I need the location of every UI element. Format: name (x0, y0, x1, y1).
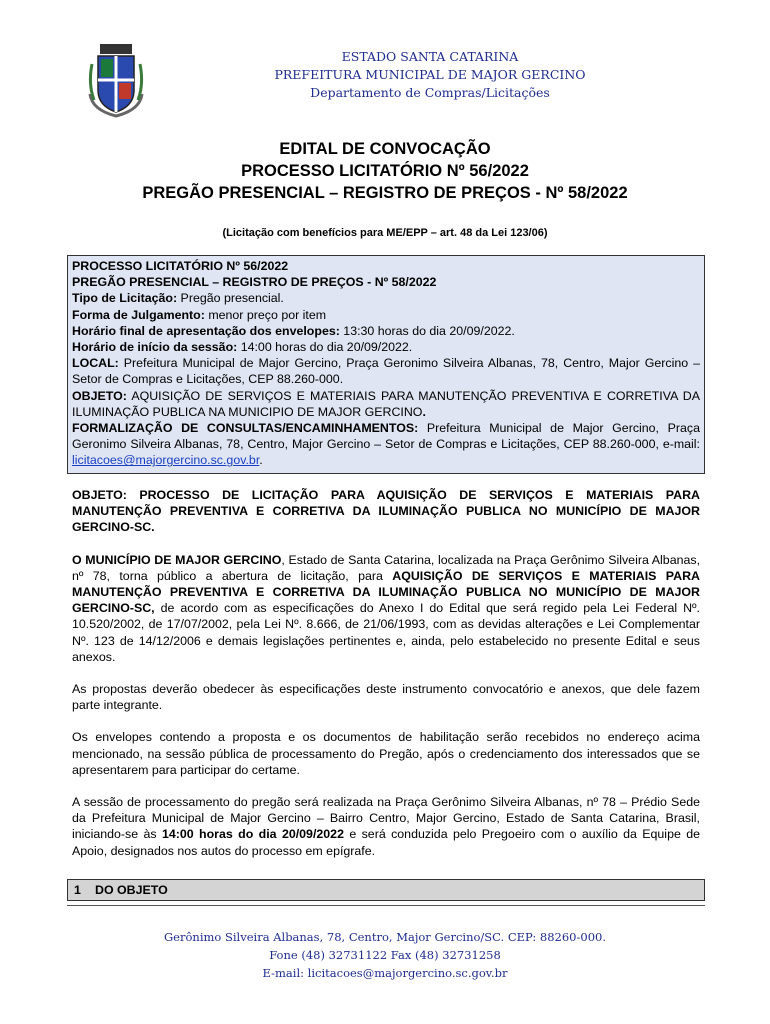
municipal-crest-icon (88, 44, 144, 118)
title-processo: PROCESSO LICITATÓRIO Nº 56/2022 (241, 162, 529, 180)
footer-address: Gerônimo Silveira Albanas, 78, Centro, Major Gercino/SC. CEP: 88260-000. (164, 930, 606, 944)
paragraph-envelopes: Os envelopes contendo a proposta e os documentos de habilitação serão recebidos no endereço acima mencionado, na sessão pública de processamento do Pregão, após o credenciamento dos interessados que se apresentarem para participar do certame. (72, 730, 700, 777)
paragraph-sessao (72, 794, 700, 859)
header-state: ESTADO SANTA CATARINA (341, 49, 519, 64)
local-label: LOCAL: (72, 356, 119, 371)
formalizacao-label: FORMALIZAÇÃO DE CONSULTAS/ENCAMINHAMENTOS: (72, 421, 419, 436)
section-divider (67, 905, 705, 906)
objeto-value: AQUISIÇÃO DE SERVIÇOS E MATERIAIS PARA MANUTENÇÃO PREVENTIVA E CORRETIVA DA ILUMINAÇÃO PUBLICA NA MUNICIPIO DE MAJOR GERCINO (72, 388, 700, 419)
title-pregao: PREGÃO PRESENCIAL – REGISTRO DE PREÇOS - Nº 58/2022 (142, 184, 628, 202)
horario-final-label: Horário final de apresentação dos envelopes: (72, 323, 340, 338)
section-heading (67, 879, 705, 901)
julgamento-value: menor preço por item (204, 307, 327, 322)
header-prefeitura: PREFEITURA MUNICIPAL DE MAJOR GERCINO (274, 67, 586, 82)
p1-text2: de acordo com as especificações do Anexo I do Edital que será regido pela Lei Federal Nº. 10.520/2002, de 17/07/2002, pela Lei Nº. 8.666, de 21/06/1993, com as devidas alterações e Lei Complementar Nº. 123 de 14/12/2006 e demais legislações pertinentes e, ainda, pelo estabelecido no presente Edital e seus anexos. (72, 601, 700, 664)
p1-text1: , Estado de Santa Catarina, localizada na Praça Gerônimo Silveira Albanas, nº 78, torna público a abertura de licitação, para (72, 552, 701, 583)
edital-body (72, 487, 700, 875)
section-number: 1 (74, 883, 81, 897)
section-title: DO OBJETO (95, 883, 168, 897)
title-edital: EDITAL DE CONVOCAÇÃO (279, 140, 491, 158)
tipo-label: Tipo de Licitação: (72, 291, 178, 306)
document-title (0, 138, 770, 204)
summary-processo: PROCESSO LICITATÓRIO Nº 56/2022 (72, 259, 289, 273)
horario-inicio-value: 14:00 horas do dia 20/09/2022. (237, 340, 413, 355)
objeto-label: OBJETO: (72, 388, 127, 403)
p1-objeto: AQUISIÇÃO DE SERVIÇOS E MATERIAIS PARA MANUTENÇÃO PREVENTIVA E CORRETIVA DA ILUMINAÇÃO PUBLICA NO MUNICÍPIO DE MAJOR GERCINO-SC, (72, 568, 700, 616)
summary-pregao: PREGÃO PRESENCIAL – REGISTRO DE PREÇOS - Nº 58/2022 (72, 275, 437, 290)
objeto-end: . (422, 404, 426, 419)
local-value: Prefeitura Municipal de Major Gercino, Praça Geronimo Silveira Albanas, 78, Centro, Major Gercino – Setor de Compras e Licitações, CEP 88.260-000. (72, 356, 700, 387)
p4-text1: A sessão de processamento do pregão será realizada na Praça Gerônimo Silveira Albanas, nº 78 – Prédio Sede da Prefeitura Municipal de Major Gercino – Bairro Centro, Major Gercino, Estado de Santa Catarina, Brasil, iniciando-se às (72, 795, 700, 842)
paragraph-municipio (72, 552, 700, 665)
footer-email: E-mail: licitacoes@majorgercino.sc.gov.br (262, 966, 508, 980)
header-department: Departamento de Compras/Licitações (310, 85, 550, 100)
objeto-heading: OBJETO: PROCESSO DE LICITAÇÃO PARA AQUISIÇÃO DE SERVIÇOS E MATERIAIS PARA MANUTENÇÃO PREVENTIVA E CORRETIVA DA ILUMINAÇÃO PUBLICA NO MUNICÍPIO DE MAJOR GERCINO-SC. (72, 488, 700, 535)
formalizacao-value: Prefeitura Municipal de Major Gercino, Praça Geronimo Silveira Albanas, 78, Centro, Major Gercino – Setor de Compras e Licitações, CEP 88.260-000, e-mail: (72, 421, 700, 452)
p4-text2: e será conduzida pelo Pregoeiro com o auxílio da Equipe de Apoio, designados nos autos do processo em epígrafe. (72, 827, 701, 858)
summary-box (67, 255, 705, 474)
title-note: (Licitação com benefícios para ME/EPP – art. 48 da Lei 123/06) (222, 227, 548, 239)
email-end: . (259, 453, 263, 468)
email-link[interactable]: licitacoes@majorgercino.sc.gov.br (72, 453, 260, 468)
p4-datetime: 14:00 horas do dia 20/09/2022 (161, 827, 344, 842)
footer (0, 928, 770, 982)
municipio-name: O MUNICÍPIO DE MAJOR GERCINO (72, 552, 282, 567)
horario-inicio-label: Horário de início da sessão: (72, 340, 238, 355)
tipo-value: Pregão presencial. (177, 291, 284, 306)
horario-final-value: 13:30 horas do dia 20/09/2022. (339, 323, 515, 338)
paragraph-propostas: As propostas deverão obedecer às especificações deste instrumento convocatório e anexos, que dele fazem parte integrante. (72, 682, 700, 713)
julgamento-label: Forma de Julgamento: (72, 307, 205, 322)
footer-phone: Fone (48) 32731122 Fax (48) 32731258 (269, 948, 501, 962)
